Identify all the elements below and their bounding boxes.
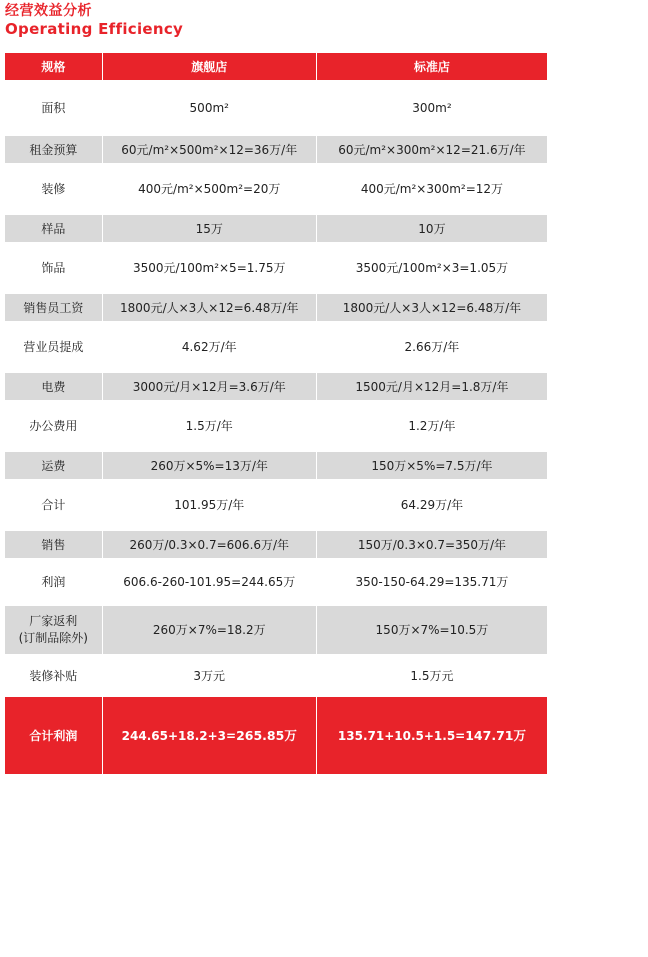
row-label: 运费	[5, 452, 102, 479]
row-label: 面积	[5, 80, 102, 136]
total-label: 合计利润	[5, 697, 102, 774]
row-label: 利润	[5, 558, 102, 606]
table-row	[5, 452, 547, 479]
row-label: 合计	[5, 479, 102, 531]
page-title-en: Operating Efficiency	[5, 20, 184, 38]
row-label: 办公费用	[5, 400, 102, 452]
flagship-total-result: 265.85万	[236, 727, 297, 743]
flagship-value: 606.6-260-101.95=244.65万	[103, 558, 316, 606]
standard-value: 64.29万/年	[317, 479, 547, 531]
header-spec: 规格	[5, 53, 102, 80]
flagship-value: 400元/m²×500m²=20万	[103, 163, 316, 215]
table-row	[5, 321, 547, 373]
flagship-value: 60元/m²×500m²×12=36万/年	[103, 136, 316, 163]
table-row	[5, 373, 547, 400]
total-row	[5, 697, 547, 774]
standard-total-result: 147.71万	[465, 727, 526, 743]
row-label: 销售员工资	[5, 294, 102, 321]
table-row	[5, 294, 547, 321]
standard-value: 1.2万/年	[317, 400, 547, 452]
table-header-row	[5, 53, 547, 80]
flagship-value: 3500元/100m²×5=1.75万	[103, 242, 316, 294]
standard-value: 3500元/100m²×3=1.05万	[317, 242, 547, 294]
row-label: 装修	[5, 163, 102, 215]
flagship-value: 1800元/人×3人×12=6.48万/年	[103, 294, 316, 321]
flagship-value: 260万/0.3×0.7=606.6万/年	[103, 531, 316, 558]
standard-value: 350-150-64.29=135.71万	[317, 558, 547, 606]
row-label: 样品	[5, 215, 102, 242]
table-row	[5, 400, 547, 452]
row-label: 装修补贴	[5, 654, 102, 697]
standard-total	[317, 697, 547, 774]
table-row	[5, 606, 547, 654]
standard-value: 10万	[317, 215, 547, 242]
flagship-value: 3万元	[103, 654, 316, 697]
header-standard: 标准店	[317, 53, 547, 80]
table-row	[5, 558, 547, 606]
flagship-value: 101.95万/年	[103, 479, 316, 531]
flagship-value: 1.5万/年	[103, 400, 316, 452]
row-label: 租金预算	[5, 136, 102, 163]
page-heading	[5, 2, 183, 38]
standard-value: 150万×5%=7.5万/年	[317, 452, 547, 479]
standard-value: 60元/m²×300m²×12=21.6万/年	[317, 136, 547, 163]
table-row	[5, 531, 547, 558]
standard-value: 150万/0.3×0.7=350万/年	[317, 531, 547, 558]
row-label-line2: (订制品除外)	[18, 631, 88, 645]
table-row	[5, 80, 547, 136]
standard-value: 2.66万/年	[317, 321, 547, 373]
row-label-line1: 厂家返利	[29, 614, 78, 628]
row-label: 销售	[5, 531, 102, 558]
standard-total-formula: 135.71+10.5+1.5=	[337, 728, 466, 743]
standard-value: 400元/m²×300m²=12万	[317, 163, 547, 215]
standard-value: 150万×7%=10.5万	[317, 606, 547, 654]
flagship-value: 260万×5%=13万/年	[103, 452, 316, 479]
flagship-value: 500m²	[103, 80, 316, 136]
flagship-value: 3000元/月×12月=3.6万/年	[103, 373, 316, 400]
row-label	[5, 606, 102, 654]
table-row	[5, 479, 547, 531]
table-row	[5, 215, 547, 242]
page-title-cn: 经营效益分析	[5, 3, 92, 19]
standard-value: 1500元/月×12月=1.8万/年	[317, 373, 547, 400]
row-label: 饰品	[5, 242, 102, 294]
flagship-total-formula: 244.65+18.2+3=	[121, 728, 237, 743]
table-row	[5, 163, 547, 215]
efficiency-table	[5, 53, 547, 774]
flagship-value: 15万	[103, 215, 316, 242]
flagship-value: 260万×7%=18.2万	[103, 606, 316, 654]
table-row	[5, 136, 547, 163]
standard-value: 1800元/人×3人×12=6.48万/年	[317, 294, 547, 321]
table-row	[5, 654, 547, 697]
flagship-value: 4.62万/年	[103, 321, 316, 373]
header-flagship: 旗舰店	[103, 53, 316, 80]
standard-value: 1.5万元	[317, 654, 547, 697]
row-label: 电费	[5, 373, 102, 400]
row-label: 营业员提成	[5, 321, 102, 373]
flagship-total	[103, 697, 316, 774]
standard-value: 300m²	[317, 80, 547, 136]
table-row	[5, 242, 547, 294]
